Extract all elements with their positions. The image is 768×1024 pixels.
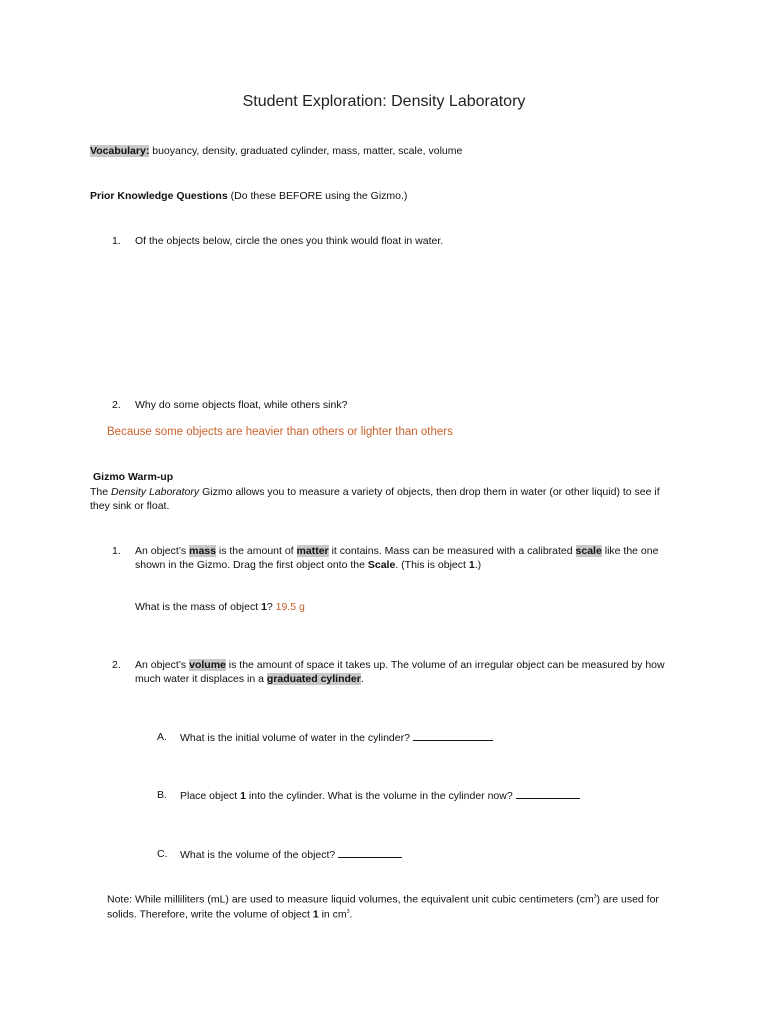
mass-answer: 19.5 g [275,601,305,613]
warmup-q2-line2 [135,672,364,686]
warmup-q2-number: 2. [112,659,121,671]
warmup-q1-line2 [135,558,481,572]
q1-scale-bold: Scale [367,559,396,571]
subq-b-text-b: into the cylinder. What is the volume in the cylinder now? [248,790,513,802]
note-text-c: solids. Therefore, write the volume of object [107,908,310,921]
answer-blank-c[interactable] [338,847,402,858]
prior-q2-number: 2. [112,399,121,411]
subq-a-text: What is the initial volume of water in the cylinder? [180,732,410,744]
note-text-a: Note: While milliliters (mL) are used to measure liquid volumes, the equivalent unit cubic centimeters (cm [107,893,594,906]
mass-question-text: What is the mass of object [135,601,259,613]
vocabulary-terms: buoyancy, density, graduated cylinder, mass, matter, scale, volume [152,145,463,157]
warmup-q1-line1 [135,544,658,558]
subq-b-object: 1 [240,790,246,802]
subq-c-text: What is the volume of the object? [180,849,336,861]
prior-knowledge-heading: Prior Knowledge Questions [90,190,228,202]
q2-text-a: An object’s [135,659,187,671]
note-sup-1: 3 [593,894,597,900]
warmup-intro-line1 [90,485,660,499]
vocabulary-line [90,144,462,158]
term-graduated-cylinder: graduated cylinder [266,673,361,685]
intro-rest: Gizmo allows you to measure a variety of objects, then drop them in water (or other liquid) to see if [202,486,660,498]
note-text-d: in cm [321,908,347,921]
prior-knowledge-heading-line [90,189,407,203]
warmup-q2-line1 [135,658,665,672]
q1-line2-c: .) [474,559,482,571]
vocabulary-label: Vocabulary: [90,145,150,157]
warmup-q1-number: 1. [112,545,121,557]
q1-line2-b: . (This is object [395,559,466,571]
answer-blank-b[interactable] [516,788,580,799]
warmup-heading: Gizmo Warm-up [93,471,174,483]
prior-q2-text: Why do some objects float, while others sink? [135,399,348,411]
intro-gizmo-name: Density Laboratory [111,486,200,498]
q1-text-a: An object’s [135,545,187,557]
mass-question [135,600,305,614]
mass-question-object: 1 [261,601,267,613]
prior-q1-text: Of the objects below, circle the ones you think would float in water. [135,235,444,247]
note-line2 [107,905,352,922]
subq-b-letter: B. [157,789,167,801]
subq-c-letter: C. [157,848,168,860]
subq-b-text-a: Place object [180,790,238,802]
q1-object-one: 1 [468,559,475,571]
note-object: 1 [312,908,319,921]
q1-text-c: it contains. Mass can be measured with a calibrated [331,545,573,557]
note-text-b: ) are used for [596,893,659,906]
q2-text-b: is the amount of space it takes up. The volume of an irregular object can be measured by how [228,659,665,671]
q1-text-b: is the amount of [218,545,294,557]
term-mass: mass [189,545,216,557]
warmup-intro-line2: they sink or float. [90,500,170,512]
subq-a-letter: A. [157,731,167,743]
page-title: Student Exploration: Density Laboratory [242,93,526,110]
subq-a [180,730,493,745]
note-text-e: . [349,908,353,921]
prior-q1-number: 1. [112,235,121,247]
prior-knowledge-note: (Do these BEFORE using the Gizmo.) [230,190,408,202]
q2-line2-a: much water it displaces in a [135,673,264,685]
subq-c [180,847,402,862]
q2-line2-b: . [360,673,364,685]
intro-the: The [90,486,109,498]
answer-blank-a[interactable] [413,730,493,741]
term-scale: scale [575,545,602,557]
q1-line2-a: shown in the Gizmo. Drag the first object onto the [135,559,365,571]
note-sup-2: 3 [346,909,350,915]
mass-question-mark: ? [266,601,273,613]
subq-b [180,788,580,803]
term-volume: volume [189,659,226,671]
term-matter: matter [296,545,329,557]
prior-q2-answer: Because some objects are heavier than others or lighter than others [107,426,453,438]
q1-text-d: like the one [604,545,659,557]
